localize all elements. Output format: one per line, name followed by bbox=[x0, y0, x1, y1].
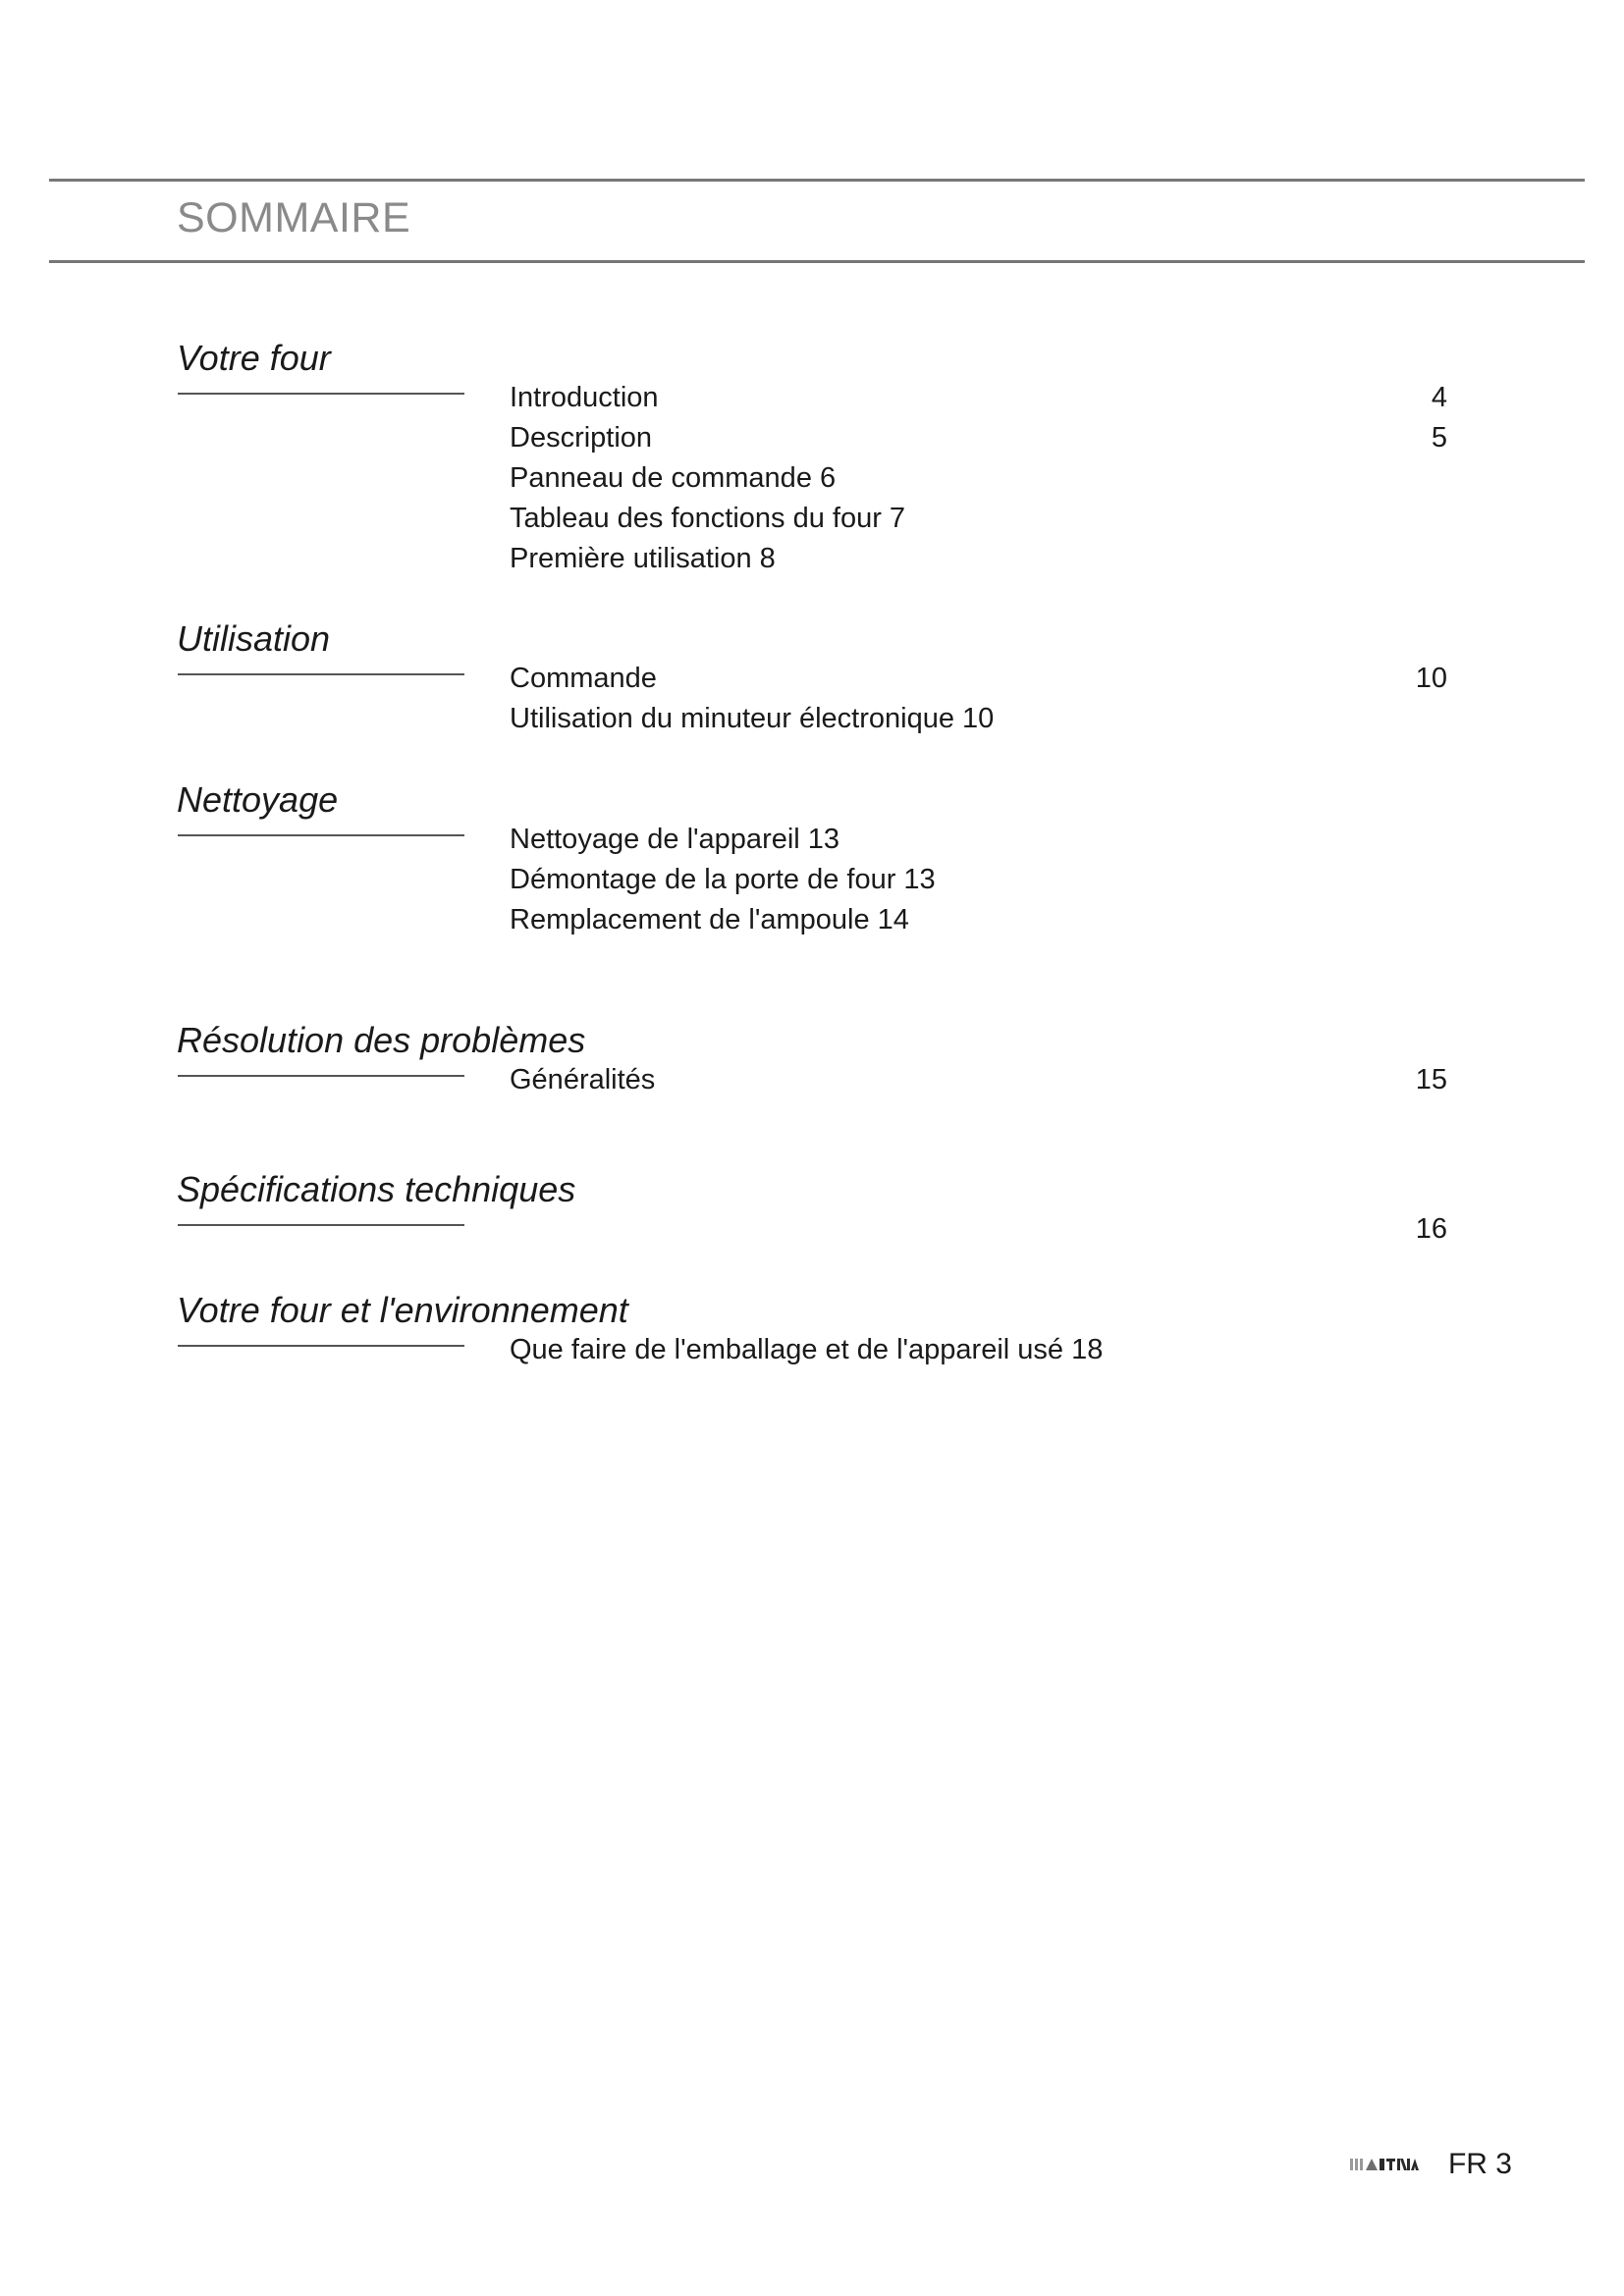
toc-entry-label: Première utilisation 8 bbox=[510, 543, 776, 574]
toc-entry-page: 4 bbox=[1431, 382, 1447, 413]
toc-entry-label: Description bbox=[510, 422, 653, 454]
header-bottom-rule bbox=[49, 260, 1585, 263]
toc-entry-page: 15 bbox=[1415, 1064, 1447, 1095]
toc-entry-page: 10 bbox=[1415, 663, 1447, 694]
toc-entry[interactable] bbox=[0, 904, 1624, 944]
toc-entry[interactable] bbox=[0, 824, 1624, 864]
section-title: Utilisation bbox=[177, 618, 331, 659]
section-title: Spécifications techniques bbox=[177, 1169, 576, 1209]
toc-entry[interactable] bbox=[0, 703, 1624, 743]
toc-entry-label: Nettoyage de l'appareil 13 bbox=[510, 824, 840, 855]
toc-entry[interactable] bbox=[0, 382, 1624, 422]
toc-entry-label: Tableau des fonctions du four 7 bbox=[510, 503, 906, 534]
section-title: Votre four bbox=[177, 338, 331, 378]
toc-entry-label: Démontage de la porte de four 13 bbox=[510, 864, 936, 895]
toc-entry-label: Panneau de commande 6 bbox=[510, 462, 837, 494]
toc-entry[interactable] bbox=[0, 663, 1624, 703]
page-title: SOMMAIRE bbox=[177, 194, 411, 241]
toc-entry[interactable] bbox=[0, 864, 1624, 904]
toc-entry[interactable] bbox=[0, 1334, 1624, 1374]
toc-entry[interactable] bbox=[0, 503, 1624, 543]
toc-entry[interactable] bbox=[0, 422, 1624, 462]
footer bbox=[1350, 2148, 1512, 2181]
etna-logo-icon bbox=[1350, 2153, 1421, 2176]
toc-entry[interactable] bbox=[0, 1213, 1624, 1254]
toc-entry-label: Introduction bbox=[510, 382, 659, 413]
section-title: Votre four et l'environnement bbox=[177, 1290, 628, 1330]
toc-entry-page: 5 bbox=[1431, 422, 1447, 454]
toc-entry[interactable] bbox=[0, 1064, 1624, 1104]
toc-entry[interactable] bbox=[0, 462, 1624, 503]
toc-entry-label: Généralités bbox=[510, 1064, 656, 1095]
toc-entry-page: 16 bbox=[1415, 1213, 1447, 1245]
toc-entry[interactable] bbox=[0, 543, 1624, 583]
section-title: Nettoyage bbox=[177, 779, 339, 820]
toc-entry-label: Commande bbox=[510, 663, 657, 694]
toc-entry-label: Que faire de l'emballage et de l'appareil usé 18 bbox=[510, 1334, 1104, 1365]
toc-entry-label: Remplacement de l'ampoule 14 bbox=[510, 904, 909, 935]
section-title: Résolution des problèmes bbox=[177, 1020, 586, 1060]
page-number: FR 3 bbox=[1447, 2148, 1512, 2180]
toc-entry-label: Utilisation du minuteur électronique 10 bbox=[510, 703, 995, 734]
header-top-rule bbox=[49, 179, 1585, 182]
